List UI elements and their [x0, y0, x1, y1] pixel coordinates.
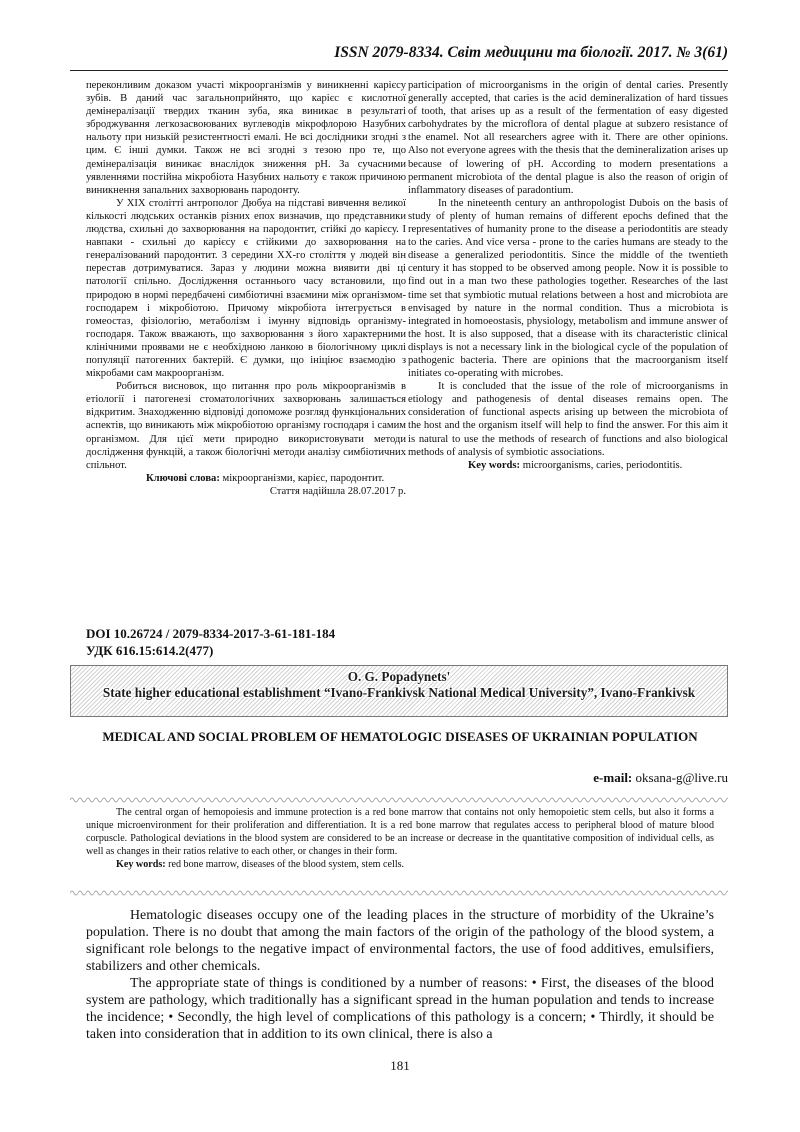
left-keywords-text: мікроорганізми, карієс, пародонтит. — [219, 472, 385, 484]
email-label: e-mail: — [593, 770, 633, 785]
header-rule — [70, 70, 728, 71]
wave-divider-top — [70, 795, 728, 803]
left-paragraph-3: Робиться висновок, що питання про роль мікроорганізмів в етіології і патогенезі стоматологічних захворювань залишається відкритим. Знаходженню відповіді допоможе розгляд функціональних аспектів, що виникають між мікробіотою організму господаря і самим організмом. Для цієї мети природно використовувати методи дослідження функцій, а також біологічні методи аналізу симбіотичних спільнот. — [86, 381, 406, 471]
right-paragraph-3: It is concluded that the issue of the role of microorganisms in etiology and pathogenesis of dental diseases remains open. The consideration of functional aspects arising up between the microbiota of the host and the organism itself will help to find the answer. For this aim it is natural to use the methods of research of functions and also biological methods of analysis of symbiotic associations. — [408, 381, 728, 458]
wave-divider-bottom-svg — [70, 888, 728, 896]
doi-line: DOI 10.26724 / 2079-8334-2017-3-61-181-184 — [86, 626, 336, 641]
received-date: Стаття надійшла 28.07.2017 р. — [269, 485, 406, 497]
article-title: MEDICAL AND SOCIAL PROBLEM OF HEMATOLOGIC DISEASES OF UKRAINIAN POPULATION — [102, 729, 698, 744]
email-address: oksana-g@live.ru — [632, 770, 728, 785]
right-keywords — [408, 459, 728, 472]
right-paragraph-1: participation of microorganisms in the origin of dental caries. Presently generally accepted, that caries is the acid demineralization of hard tissues of tooth, that arises up as a result of the fermentation of easy digested carbohydrates by the microflora of dental plague at subzero resistance of the enamel. Not all researchers agree with it. There are other opinions. Also not everyone agrees with the thesis that the demineralization arises up because of lowering of pH. According to modern presentations a permanent microbiota of the dental plague is also the reason of origin of inflammatory diseases of paradontium. — [408, 80, 728, 196]
body-paragraph-2: The appropriate state of things is conditioned by a number of reasons: • First, the diseases of the blood system are pathology, which traditionally has a significant spread in the human population and tends to increase the incidence; • Secondly, the high level of complications of this pathology is a concern; • Thirdly, it should be taken into consideration that in addition to its own clinical, there is also a — [86, 976, 714, 1042]
left-keywords — [86, 472, 406, 485]
article-body — [86, 907, 714, 1043]
abstract-block — [86, 806, 714, 871]
author-banner — [70, 665, 728, 717]
author-name: O. G. Popadynets' — [347, 669, 451, 684]
doi-block — [86, 626, 486, 659]
right-keywords-label: Key words: — [468, 459, 521, 471]
left-paragraph-1: переконливим доказом участі мікроорганізмів у виникненні карієсу зубів. В даний час загальноприйнято, що карієс є кислотної демінералізації твердих тканин зуба, яка виникає в результаті зброджування легкозасвоюваних вуглеводів мікрофлорою Назубних нальоту при низькій резистентності емалі. Не всі дослідники згодні з цим. Є інші думки. Також не всі згодні з тезою про те, що демінералізація виникає внаслідок зниження рН. За сучасними уявленнями постійна мікробіота Назубних нальоту є також причиною виникнення запальних захворювань пародонту. — [86, 80, 406, 196]
journal-header: ISSN 2079-8334. Світ медицини та біології. 2017. № 3(61) — [334, 44, 728, 61]
left-keywords-label: Ключові слова: — [146, 472, 220, 484]
page-number: 181 — [390, 1058, 410, 1073]
abstract-keywords-text: red bone marrow, diseases of the blood system, stem cells. — [165, 859, 405, 870]
abstract-keywords — [86, 858, 714, 871]
author-institution: State higher educational establishment “Ivano-Frankivsk National Medical University”, Ivano-Frankivsk — [102, 685, 696, 700]
right-column — [408, 79, 728, 472]
email-line — [420, 770, 728, 786]
abstract-keywords-label: Key words: — [116, 859, 166, 870]
right-keywords-text: microorganisms, caries, periodontitis. — [520, 459, 683, 471]
left-column — [86, 79, 406, 498]
wave-divider-top-svg — [70, 795, 728, 803]
abstract-text: The central organ of hemopoiesis and immune protection is a red bone marrow that contains not only hemopoietic stem cells, but also it forms a unique microenvironment for their proliferation and differentiation. It is a red bone marrow that regulates access to peripheral blood of mature blood corpuscle. Pathological deviations in the blood system are considered to be an increase or decrease in the quantitative composition of individual cells, as well as changes in their ratios relative to each other, or changes in their form. — [86, 807, 714, 857]
body-paragraph-1: Hematologic diseases occupy one of the leading places in the structure of morbidity of the Ukraine’s population. There is no doubt that among the main factors of the origin of the pathology of the blood system, a significant role belongs to the negative impact of environmental factors, the use of food additives, emulsifiers, stabilizers and other chemicals. — [86, 908, 714, 974]
right-paragraph-2: In the nineteenth century an anthropologist Dubois on the basis of study of plenty of human remains of different epochs defined that the representatives of humanity prone to the disease a periodontitis are steady to the caries. And vice versa - prone to the caries humans are steady to the disease a generalized periodontitis. Since the middle of the twentieth century it has stopped to be observed among people. Now it is possible to find out in a man two these pathologies together. Researches of the last time set that symbiotic mutual relations between a host and microbiota are envisaged by nature in the normal condition. Thus a microbiota is integrated in homoeostasis, physiology, metabolism and immune answer of the host. It is also supposed, that a disease with its characteristic clinical displays is not a necessary link in the biological cycle of the population of pathogenic bacteria. There are opinions that the macroorganism itself initiates co-operating with microbes. — [408, 197, 728, 380]
wave-divider-bottom — [70, 888, 728, 896]
udk-line: УДК 616.15:614.2(477) — [86, 642, 214, 658]
left-paragraph-2: У XIX столітті антрополог Дюбуа на підставі вивчення великої кількості людських останків різних епох визначив, що представники людства, схильні до захворювання на пародонтит, стійкі до карієсу. І навпаки - схильні до карієсу є стійкими до захворювання на генералізований пародонтит. З середини XX-го століття у людей він перестав дотримуватися. Зараз у людини можна виявити дві ці патології спільно. Дослідження останнього часу встановили, що природою в нормі передбачені симбіотичні взаємини між організмом-господарем і мікробіотою. Причому мікробіота інтегрується в гомеостаз, фізіологію, метаболізм і імунну відповідь організму-господаря. Також вважають, що захворювання з його характерними клінічними проявами не є необхідною ланкою в біологічному циклі популяції патогенних бактерій. Є думки, що ініціює взаємодію з мікробами сам макроорганізм. — [86, 197, 406, 380]
